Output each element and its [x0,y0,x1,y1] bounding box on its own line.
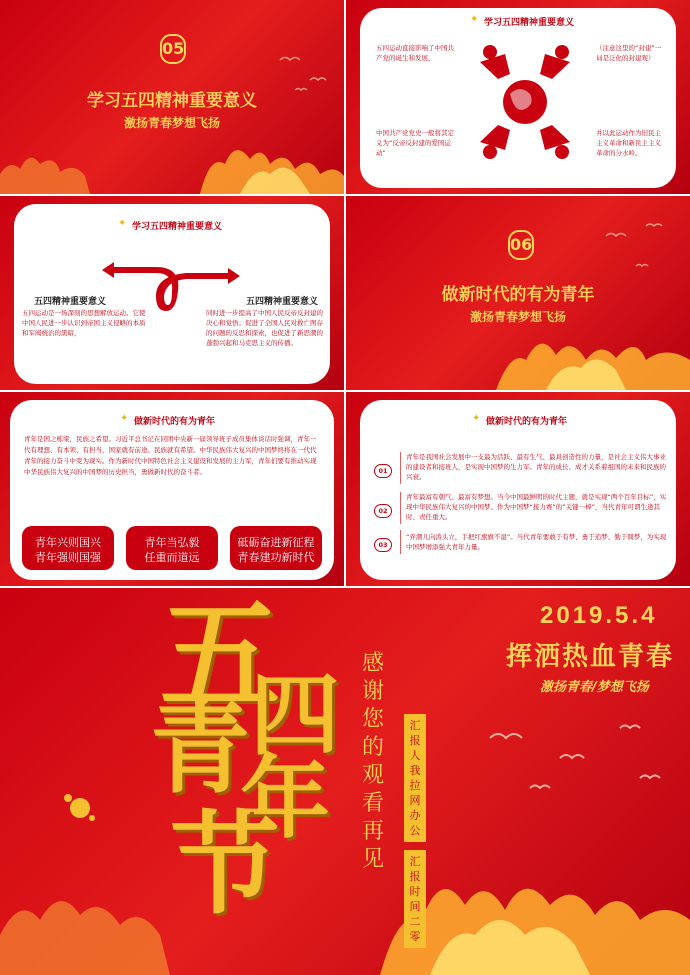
section-number: 06 [508,230,534,260]
slogan-button-1[interactable] [22,526,114,570]
slogan-title: 挥洒热血青春 [506,642,675,672]
slogan-line: 任重而道远 [144,551,200,564]
splash-icon [60,788,100,828]
slogan-line: 青年强则国强 [35,551,101,564]
body-text: 青年是国之栋梁，民族之希望。习近平总书记在同团中央新一届领导班子成员集体谈话时强调，青年一代有理想、有本领、有担当，国家就有前途、民族就有希望。中华民族伟大复兴的中国梦终将在一代代青年的接力奋斗中变为现实。作为新时代中国特色社会主义建设和发展的主力军，青年们要有推动实现中华民族伟大复兴的中国梦的历史担当，勇做新时代的奋斗者。 [24,435,317,476]
birds-icon [470,708,680,818]
right-text: 同时进一步提高了中国人民反帝反封建的决心和觉悟；促进了全国人民对救亡图存的问题的反思和探索，也促进了新思潮的蓬勃兴起和马克思主义的传播。 [206,309,323,347]
calligraphy-si: 四 [250,662,340,768]
card-header: 学习五四精神重要意义 [484,18,575,28]
text-bottom-left: 中国共产党党史一般将其定义为“反帝反封建的爱国运动” [376,129,454,157]
card-header: 做新时代的有为青年 [486,417,568,427]
thanks-text: 感谢您的观看再见 [362,651,385,872]
item-number-3: 03 [374,538,392,552]
card-header: 学习五四精神重要意义 [132,222,223,232]
section-title: 学习五四精神重要意义 [87,91,257,111]
divider [400,530,401,554]
slogan-button-2[interactable] [126,526,218,570]
sparkle-icon: ✦ [470,14,479,25]
section-subtitle: 激扬青春梦想飞扬 [123,116,220,130]
slogan-line: 青春建功新时代 [237,551,315,564]
birds-icon [270,40,340,100]
sparkle-icon: ✦ [472,413,481,424]
calligraphy-jie: 节 [170,800,280,929]
slide-1[interactable] [0,0,344,194]
slogan-line: 青年兴则国兴 [35,536,101,549]
section-title: 做新时代的有为青年 [441,285,595,305]
slogan-line: 砥砺奋进新征程 [237,536,315,549]
tagline: 激扬青春/梦想飞扬 [540,680,649,695]
item-text-3: “弄潮儿向涛头立，手把红旗旗不湿”。当代青年要敢于有梦、勇于追梦、勤于圆梦，为实现中国梦增添强大青年力量。 [406,533,667,551]
reporter-box: 汇报人我拉网办公 [404,714,426,842]
section-number: 05 [160,34,186,64]
text-top-right: （注意这里的“封建”一词是泛化的封建观） [596,44,662,62]
right-title: 五四精神重要意义 [246,297,319,307]
text-top-left: 五四运动直接影响了中国共产党的诞生和发展， [376,44,454,62]
event-date: 2019.5.4 [540,602,658,629]
report-time-box: 汇报时间二零 [404,850,426,948]
content-card [10,400,334,580]
left-title: 五四精神重要意义 [34,297,107,307]
text-bottom-right: 并以此运动作为旧民主主义革命和新民主主义革命的分水岭。 [596,129,661,157]
calligraphy-qing: 青 [150,689,250,807]
content-card [360,400,676,580]
card-header: 做新时代的有为青年 [134,417,216,427]
sparkle-icon: ✦ [118,218,127,229]
content-card [360,8,676,188]
slogan-line: 青年当弘毅 [144,536,200,549]
crowd-silhouette-icon [0,825,690,975]
section-subtitle: 激扬青春梦想飞扬 [469,310,566,324]
calligraphy-wu: 五 [160,588,280,726]
sparkle-icon: ✦ [120,413,129,424]
slide-5[interactable] [0,392,344,586]
divider [400,492,401,524]
slogan-button-3[interactable] [230,526,322,570]
left-text: 五四运动是一场深刻的思想解放运动。它使中国人民进一步认识到帝国主义侵略的本质和军阀统治的黑暗， [22,309,146,337]
slide-4[interactable] [346,196,690,390]
slide-2[interactable] [346,0,690,194]
item-number-1: 01 [374,464,392,478]
slide-3[interactable] [0,196,344,390]
item-text-1: 青年是我国社会发展中一支最为活跃、最有生气、最具创造性的力量，是社会主义伟大事业的建设者和接班人，是实现中国梦的生力军。青年的成长、成才关系着祖国的未来和民族的兴衰。 [406,453,666,481]
crowd-silhouette-icon [0,134,344,194]
calligraphy-nian: 年 [240,745,330,851]
birds-icon [596,216,686,286]
content-card [14,204,330,384]
crowd-silhouette-icon [346,320,690,390]
slide-6[interactable] [346,392,690,586]
divider [400,452,401,484]
item-number-2: 02 [374,504,392,518]
slide-7-closing[interactable] [0,588,690,975]
globe-people-icon [470,34,580,164]
item-text-2: 青年最富有朝气、最富有梦想。当今中国最鲜明的时代主题，就是实现“两个百年目标”，实现中华民族伟大复兴的中国梦。作为中国梦“接力赛”的“关键一棒”，当代青年可谓生逢其时、责任重大。 [406,493,667,521]
